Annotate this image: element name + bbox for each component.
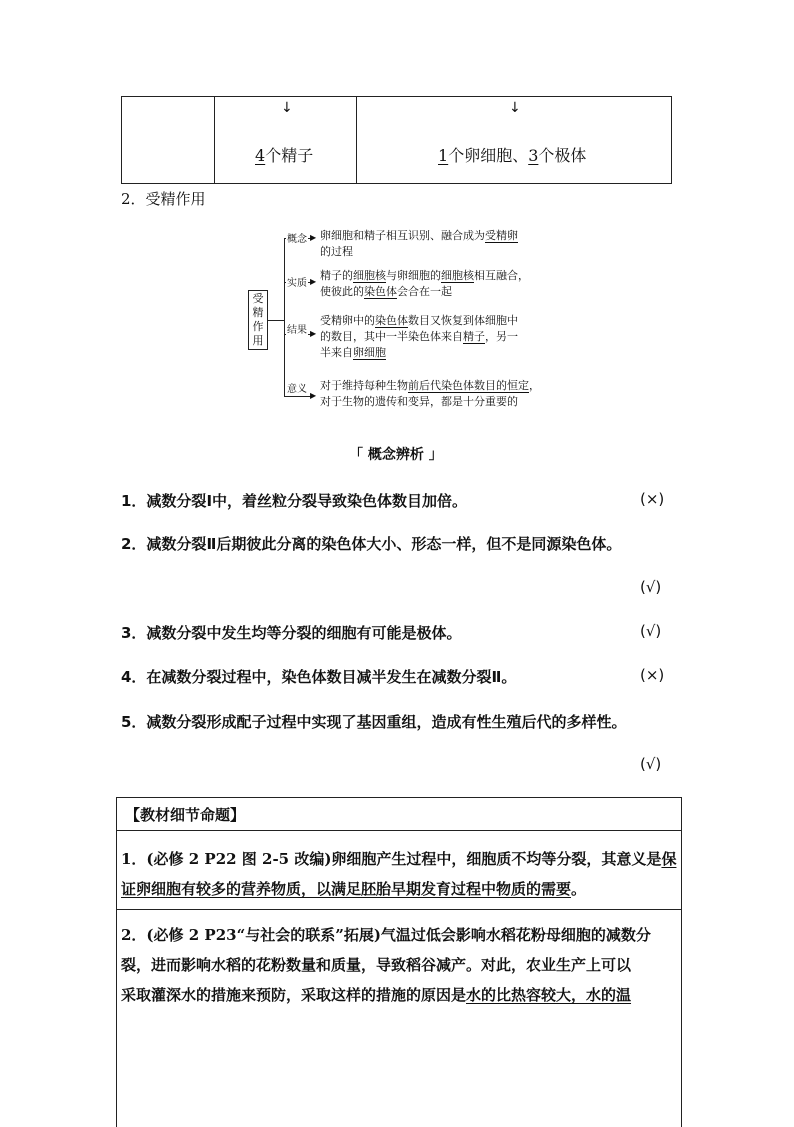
question-1-line-2: 证卵细胞有较多的营养物质，以满足胚胎早期发育过程中物质的需要。: [121, 880, 587, 898]
arrow-right-icon: ▶: [310, 277, 317, 286]
concept-item: 5．减数分裂形成配子过程中实现了基因重组，造成有性生殖后代的多样性。: [121, 713, 627, 731]
bracket-line: [284, 238, 285, 396]
down-arrow-icon: ↓: [509, 100, 521, 116]
table-divider: [356, 97, 357, 183]
question-2-line-2: 裂，进而影响水稻的花粉数量和质量，导致稻谷减产。对此，农业生产上可以: [121, 956, 632, 974]
diagram-center-label: 受精作用: [252, 292, 264, 347]
row-text-concept: 卵细胞和精子相互识别、融合成为受精卵 的过程: [320, 229, 518, 258]
diagram-center-box: [248, 290, 268, 350]
row-label-concept: 概念: [286, 230, 308, 245]
concept-title: 「 概念辨析 」: [349, 447, 443, 463]
fertilization-diagram: [240, 220, 550, 420]
box-title: 【教材细节命题】: [125, 806, 246, 824]
box-separator: [117, 909, 681, 910]
table-divider: [214, 97, 215, 183]
question-1-line-1: 1．(必修 2 P22 图 2-5 改编)卵细胞产生过程中，细胞质不均等分裂，其意义是保: [121, 850, 677, 868]
connector: [268, 320, 284, 321]
arrow-right-icon: ▶: [310, 329, 317, 338]
row-label-significance: 意义: [286, 380, 308, 395]
arrow-right-icon: ▶: [310, 391, 317, 400]
concept-item: 1．减数分裂Ⅰ中，着丝粒分裂导致染色体数目加倍。: [121, 492, 468, 510]
concept-mark: (×): [640, 666, 665, 684]
concept-mark: (√): [640, 578, 662, 596]
sperm-count-cell: 4个精子: [255, 146, 314, 165]
question-2-line-1: 2．(必修 2 P23“与社会的联系”拓展)气温过低会影响水稻花粉母细胞的减数分: [121, 926, 651, 944]
gametogenesis-table: [121, 96, 672, 184]
concept-mark: (√): [640, 755, 662, 773]
question-2-line-3: 采取灌深水的措施来预防，采取这样的措施的原因是水的比热容较大，水的温: [121, 986, 632, 1004]
concept-item: 2．减数分裂Ⅱ后期彼此分离的染色体大小、形态一样，但不是同源染色体。: [121, 535, 622, 553]
concept-mark: (×): [640, 490, 665, 508]
textbook-detail-box: [116, 797, 682, 1127]
concept-item: 4．在减数分裂过程中，染色体数目减半发生在减数分裂Ⅱ。: [121, 668, 517, 686]
row-text-significance: 对于维持每种生物前后代染色体数目的恒定， 对于生物的遗传和变异，都是十分重要的: [320, 379, 540, 408]
concept-item: 3．减数分裂中发生均等分裂的细胞有可能是极体。: [121, 624, 462, 642]
concept-mark: (√): [640, 622, 662, 640]
down-arrow-icon: ↓: [281, 100, 293, 116]
row-label-essence: 实质: [286, 274, 308, 289]
row-label-result: 结果: [286, 321, 308, 336]
egg-count-cell: 1个卵细胞、3个极体: [438, 146, 587, 165]
row-text-essence: 精子的细胞核与卵细胞的细胞核相互融合， 使彼此的染色体会合在一起: [320, 269, 529, 298]
arrow-right-icon: ▶: [310, 233, 317, 242]
box-separator: [117, 830, 681, 831]
row-text-result: 受精卵中的染色体数目又恢复到体细胞中 的数目，其中一半染色体来自精子，另一 半来自卵细胞: [320, 314, 518, 359]
section-heading: 2．受精作用: [121, 190, 206, 208]
